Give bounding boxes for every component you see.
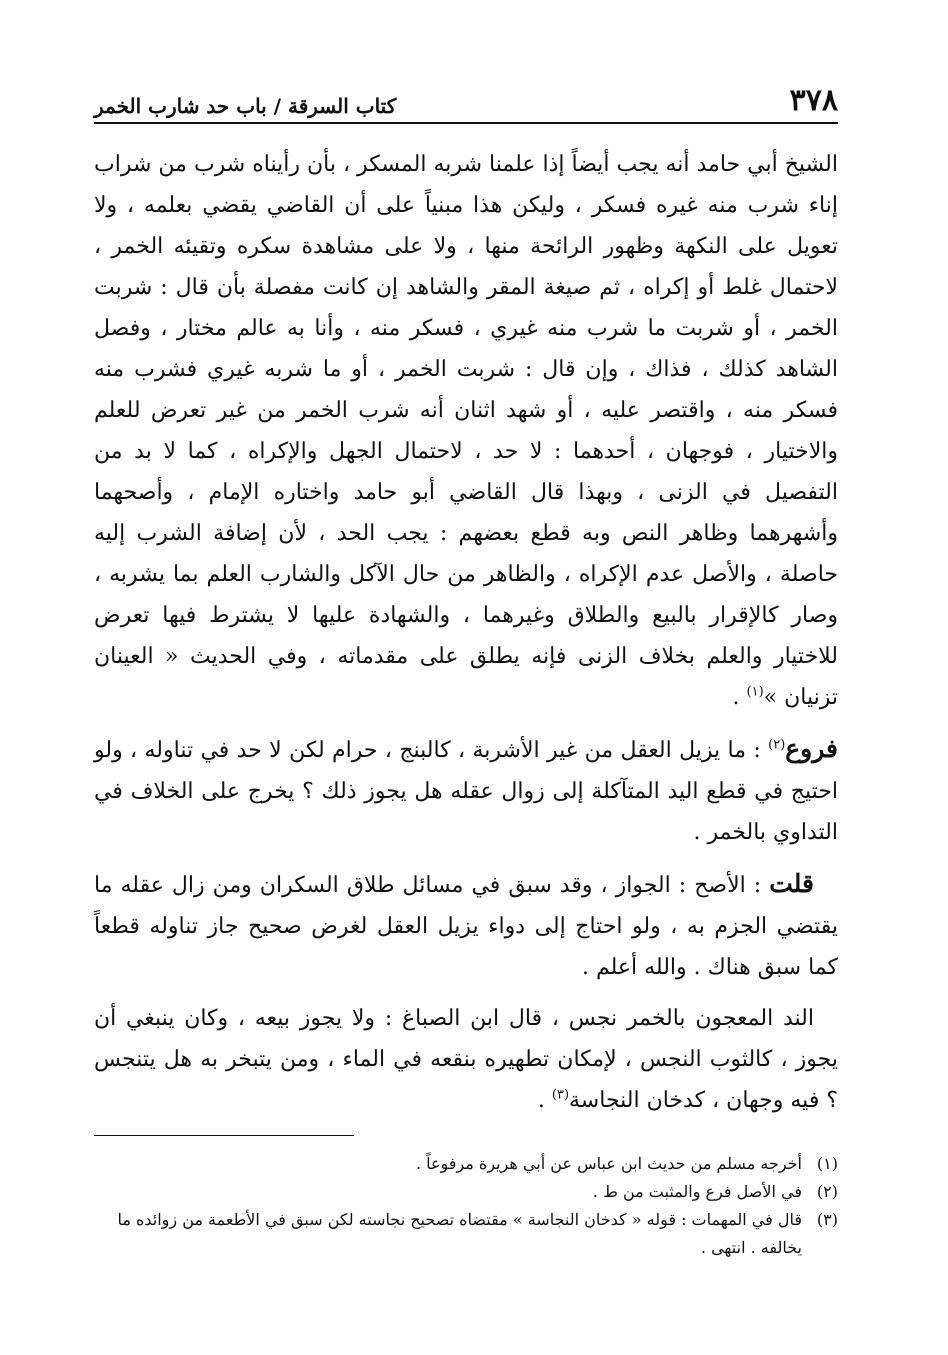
section-lead-qultu: قلت (769, 869, 814, 898)
paragraph-4-text: الند المعجون بالخمر نجس ، قال ابن الصباغ : ولا يجوز بيعه ، وكان ينبغي أن يجوز ، كالثوب النجس ، لإمكان تطهيره بنقعه في الماء ، ومن يتبخر به هل يتنجس ؟ فيه وجهان ، كدخان النجاسة (94, 1006, 838, 1113)
footnote-ref-3: (٣) (551, 1087, 570, 1103)
paragraph-1-text: الشيخ أبي حامد أنه يجب أيضاً إذا علمنا شربه المسكر ، بأن رأيناه شرب من شراب إناء شرب منه غيره فسكر ، وليكن هذا مبنياً على أن القاضي يقضي بعلمه ، ولا تعويل على النكهة وظهور الرائحة منها ، ولا على مشاهدة سكره وتقيئه الخمر ، لاحتمال غلط أو إكراه ، ثم صيغة المقر والشاهد إن كانت مفصلة بأن قال : شربت الخمر ، أو شربت ما شرب منه غيري ، فسكر منه ، وأنا به عالم مختار ، وفصل الشاهد كذلك ، فذاك ، وإن قال : شربت الخمر ، أو ما شربه غيري فشرب منه فسكر منه ، واقتصر عليه ، أو شهد اثنان أنه شرب الخمر من غير تعرض للعلم والاختيار ، فوجهان ، أحدهما : لا حد ، لاحتمال الجهل والإكراه ، كما لا بد من التفصيل في الزنى ، وبهذا قال القاضي أبو حامد واختاره الإمام ، وأصحهما وأشهرهما وظاهر النص وبه قطع بعضهم : يجب الحد ، لأن إضافة الشرب إليه حاصلة ، والأصل عدم الإكراه ، والظاهر من حال الآكل والشارب العلم بما يشربه ، وصار كالإقرار بالبيع والطلاق وغيرهما ، والشهادة عليها لا يشترط فيها تعرض للاختيار والعلم بخلاف الزنى فإنه يطلق على مقدماته ، وفي الحديث « العينان تزنيان » (94, 152, 838, 710)
paragraph-4 (94, 998, 838, 1121)
section-lead-furu: فروع (785, 734, 838, 763)
footnote-3 (94, 1206, 838, 1262)
book-page (94, 70, 838, 1262)
footnote-mark: (١) (816, 1154, 838, 1173)
paragraph-3 (94, 863, 838, 988)
main-text (94, 144, 838, 1121)
paragraph-1-end: . (732, 685, 747, 710)
footnote-text: قال في المهمات : قوله « كدخان النجاسة » مقتضاه تصحيح نجاسته لكن سبق في الأطعمة من زوائده ما يخالفه . انتهى . (117, 1210, 802, 1257)
paragraph-4-end: . (537, 1088, 552, 1113)
footnote-text: أخرجه مسلم من حديث ابن عباس عن أبي هريرة مرفوعاً . (415, 1154, 802, 1173)
footnote-1 (94, 1150, 838, 1178)
footnote-mark: (٢) (816, 1182, 838, 1201)
footnote-divider (94, 1135, 354, 1136)
footnote-ref-1: (١) (746, 684, 764, 700)
footnote-2 (94, 1178, 838, 1206)
paragraph-3-text: : الأصح : الجواز ، وقد سبق في مسائل طلاق السكران ومن زال عقله ما يقتضي الجزم به ، ولو احتاج إلى دواء يزيل العقل لغرض صحيح جاز تناوله قطعاً كما سبق هناك . والله أعلم . (94, 873, 838, 980)
running-title: كتاب السرقة / باب حد شارب الخمر (94, 94, 397, 118)
page-number: ٣٧٨ (789, 83, 838, 118)
paragraph-2-text: : ما يزيل العقل من غير الأشربة ، كالبنج ، حرام لكن لا حد في تناوله ، ولو احتيج في قطع اليد المتآكلة إلى زوال عقله هل يجوز ذلك ؟ يخرج على الخلاف في التداوي بالخمر . (94, 738, 838, 845)
page-header (94, 70, 838, 124)
footnote-ref-2: (٢) (768, 737, 786, 753)
footnote-mark: (٣) (816, 1210, 838, 1229)
paragraph-1 (94, 144, 838, 718)
footnotes (94, 1150, 838, 1262)
footnote-text: في الأصل فرع والمثبت من ط . (592, 1182, 802, 1201)
paragraph-2 (94, 728, 838, 853)
